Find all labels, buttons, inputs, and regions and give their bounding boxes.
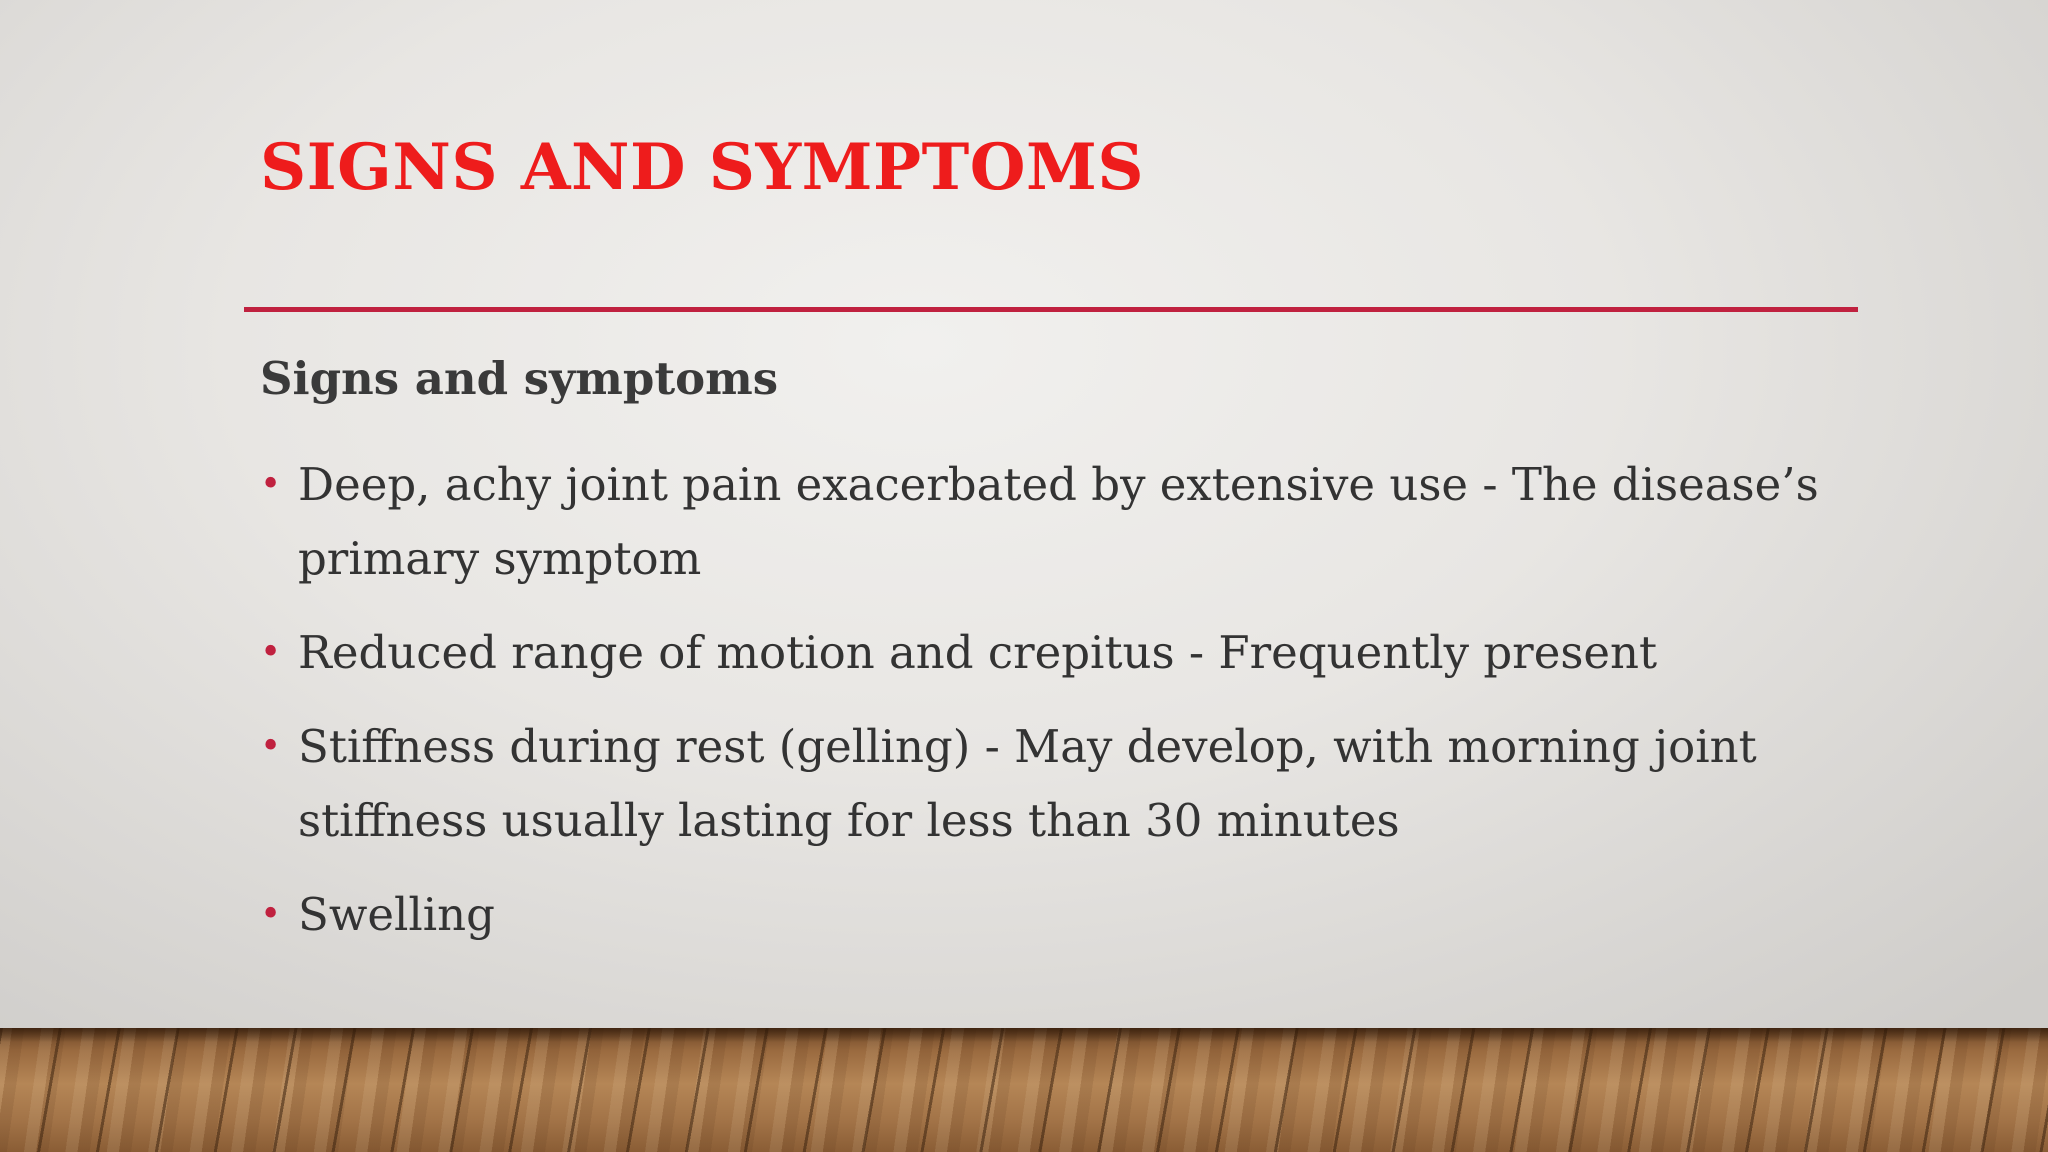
slide-title: SIGNS AND SYMPTOMS: [260, 130, 1145, 205]
bullet-text: Reduced range of motion and crepitus - Frequently present: [298, 626, 1658, 679]
bullet-list: [260, 448, 1820, 972]
bullet-icon: •: [260, 894, 282, 935]
list-item: [260, 448, 1820, 596]
list-item: [260, 616, 1820, 690]
bullet-text: Stiffness during rest (gelling) - May develop, with morning joint stiffness usually lasting for less than 30 minutes: [298, 720, 1757, 847]
bullet-text: Swelling: [298, 888, 495, 941]
wood-floor-background: [0, 1028, 2048, 1152]
bullet-icon: •: [260, 464, 282, 505]
bullet-icon: •: [260, 632, 282, 673]
title-divider: [244, 307, 1858, 312]
section-subheading: Signs and symptoms: [260, 352, 779, 405]
bullet-icon: •: [260, 726, 282, 767]
floor-edge-shadow: [0, 1028, 2048, 1042]
bullet-text: Deep, achy joint pain exacerbated by extensive use - The disease’s primary symptom: [298, 458, 1819, 585]
list-item: [260, 878, 1820, 952]
list-item: [260, 710, 1820, 858]
